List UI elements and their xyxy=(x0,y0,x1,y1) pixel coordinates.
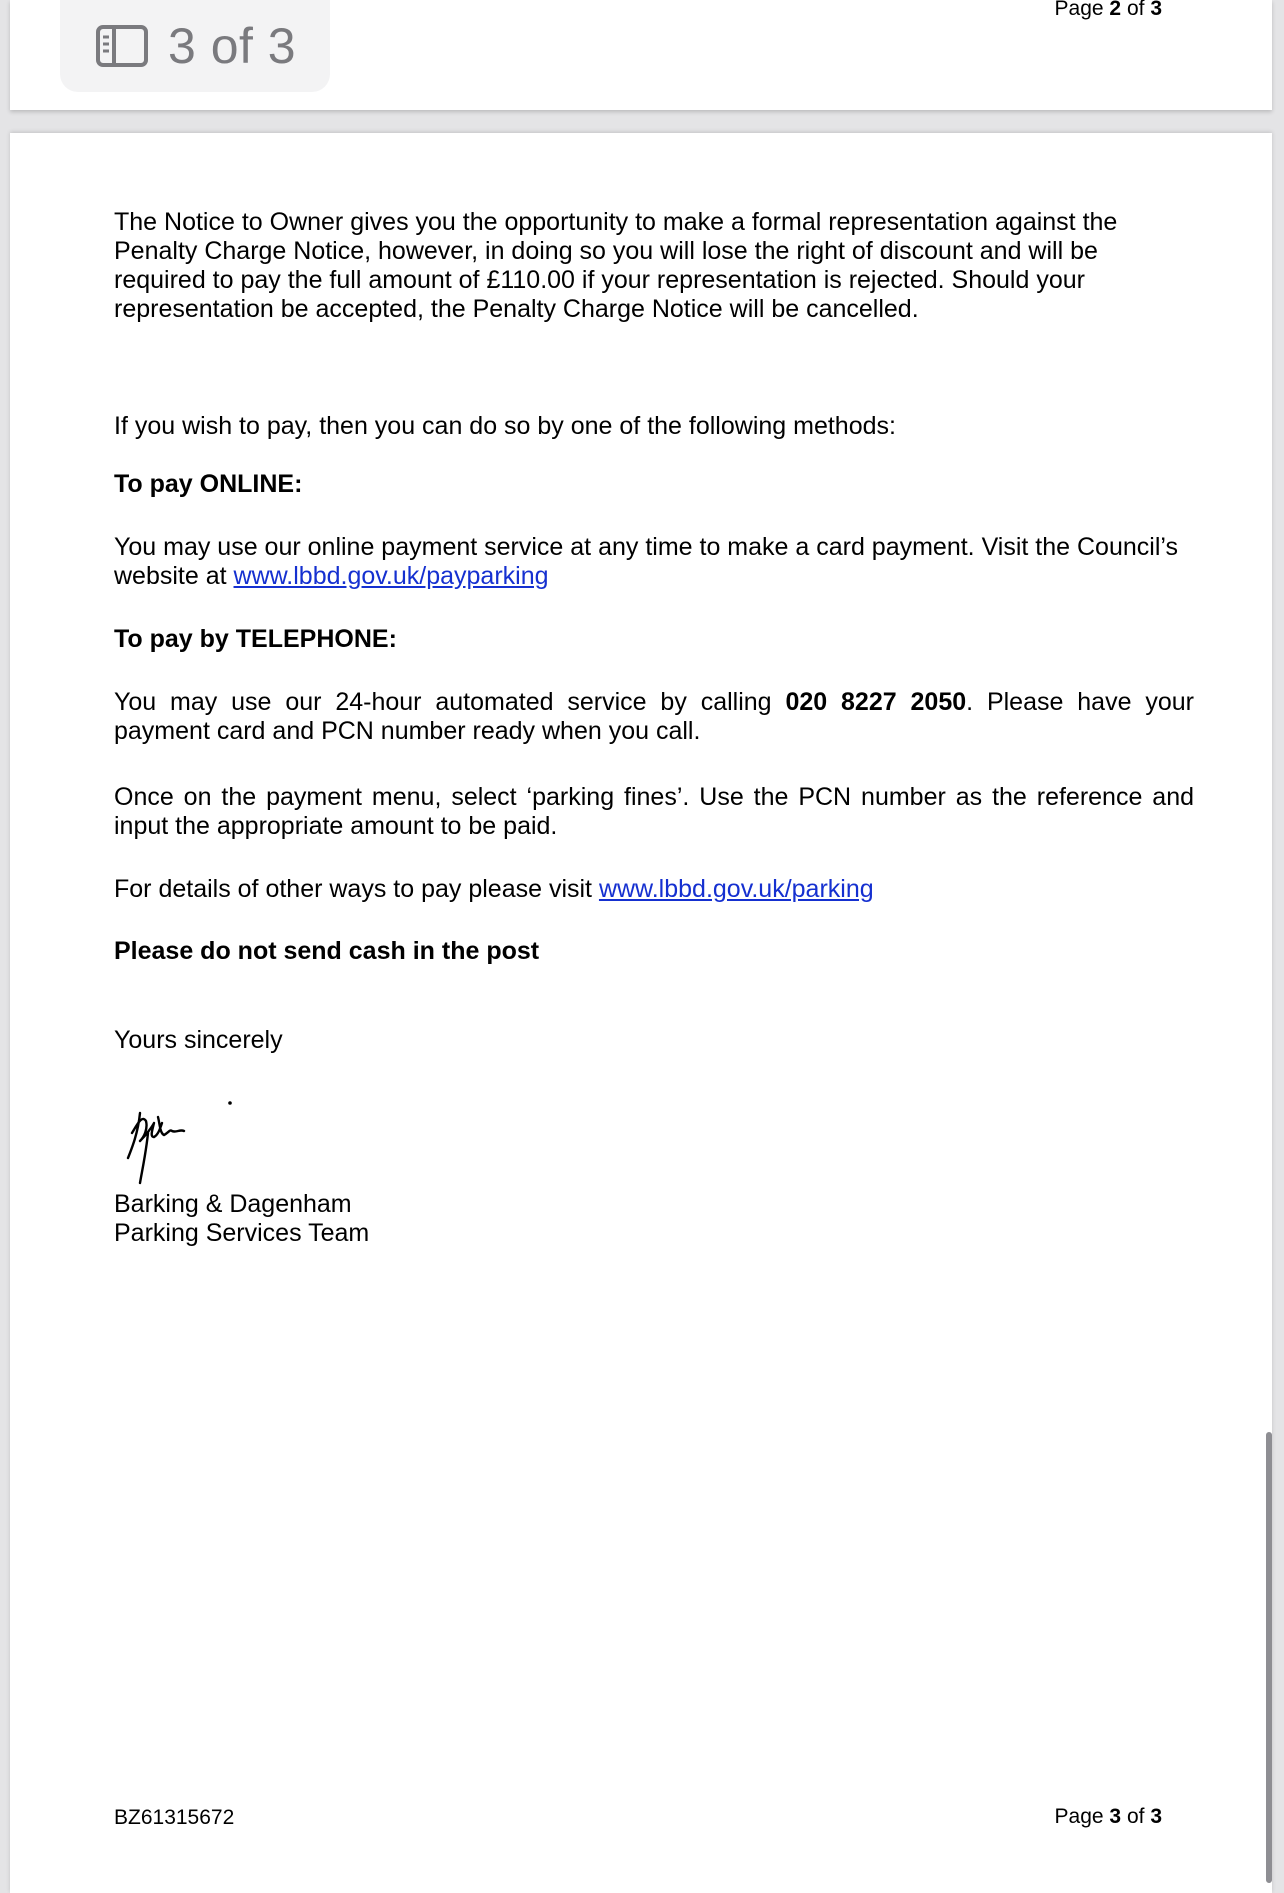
no-cash-warning: Please do not send cash in the post xyxy=(114,937,540,965)
document-page xyxy=(10,133,1272,1893)
online-paragraph: You may use our online payment service at any time to make a card payment. Visit the Council’s website at www.lbbd.gov.uk/payparking xyxy=(114,533,1178,590)
other-ways-paragraph: For details of other ways to pay please visit www.lbbd.gov.uk/parking xyxy=(114,875,874,903)
notice-paragraph: The Notice to Owner gives you the opportunity to make a formal representation against the Penalty Charge Notice, however, in doing so you will lose the right of discount and will be required to pay the full amount of £110.00 if your representation is rejected. Should your representation be accepted, the Penalty Charge Notice will be cancelled. xyxy=(114,208,1118,323)
previous-page-number: Page 2 of 3 xyxy=(1054,0,1162,20)
letter-body xyxy=(114,208,1194,1248)
parking-link[interactable]: www.lbbd.gov.uk/parking xyxy=(598,875,874,903)
page-number: Page 3 of 3 xyxy=(1054,1805,1162,1828)
heading-telephone: To pay by TELEPHONE: xyxy=(114,625,397,653)
closing: Yours sincerely xyxy=(114,1026,283,1054)
heading-online: To pay ONLINE: xyxy=(114,470,303,498)
sender-line-1: Barking & Dagenham xyxy=(114,1190,352,1218)
page-counter[interactable] xyxy=(60,0,330,92)
pcn-reference: BZ61315672 xyxy=(114,1806,235,1829)
page-counter-label: 3 of 3 xyxy=(168,18,297,74)
sidebar-toggle-icon[interactable] xyxy=(96,25,148,67)
sender-line-2: Parking Services Team xyxy=(114,1219,370,1247)
vertical-scrollbar[interactable] xyxy=(1266,1432,1272,1883)
payment-menu-paragraph: Once on the payment menu, select ‘parking fines’. Use the PCN number as the reference and input the appropriate amount to be paid. xyxy=(114,783,1194,840)
signature xyxy=(120,1093,240,1193)
payparking-link[interactable]: www.lbbd.gov.uk/payparking xyxy=(233,562,549,590)
telephone-paragraph: You may use our 24-hour automated service by calling 020 8227 2050. Please have your payment card and PCN number ready when you call. xyxy=(114,688,1194,745)
payment-methods-intro: If you wish to pay, then you can do so by one of the following methods: xyxy=(114,412,896,440)
telephone-number: 020 8227 2050 xyxy=(785,688,967,716)
